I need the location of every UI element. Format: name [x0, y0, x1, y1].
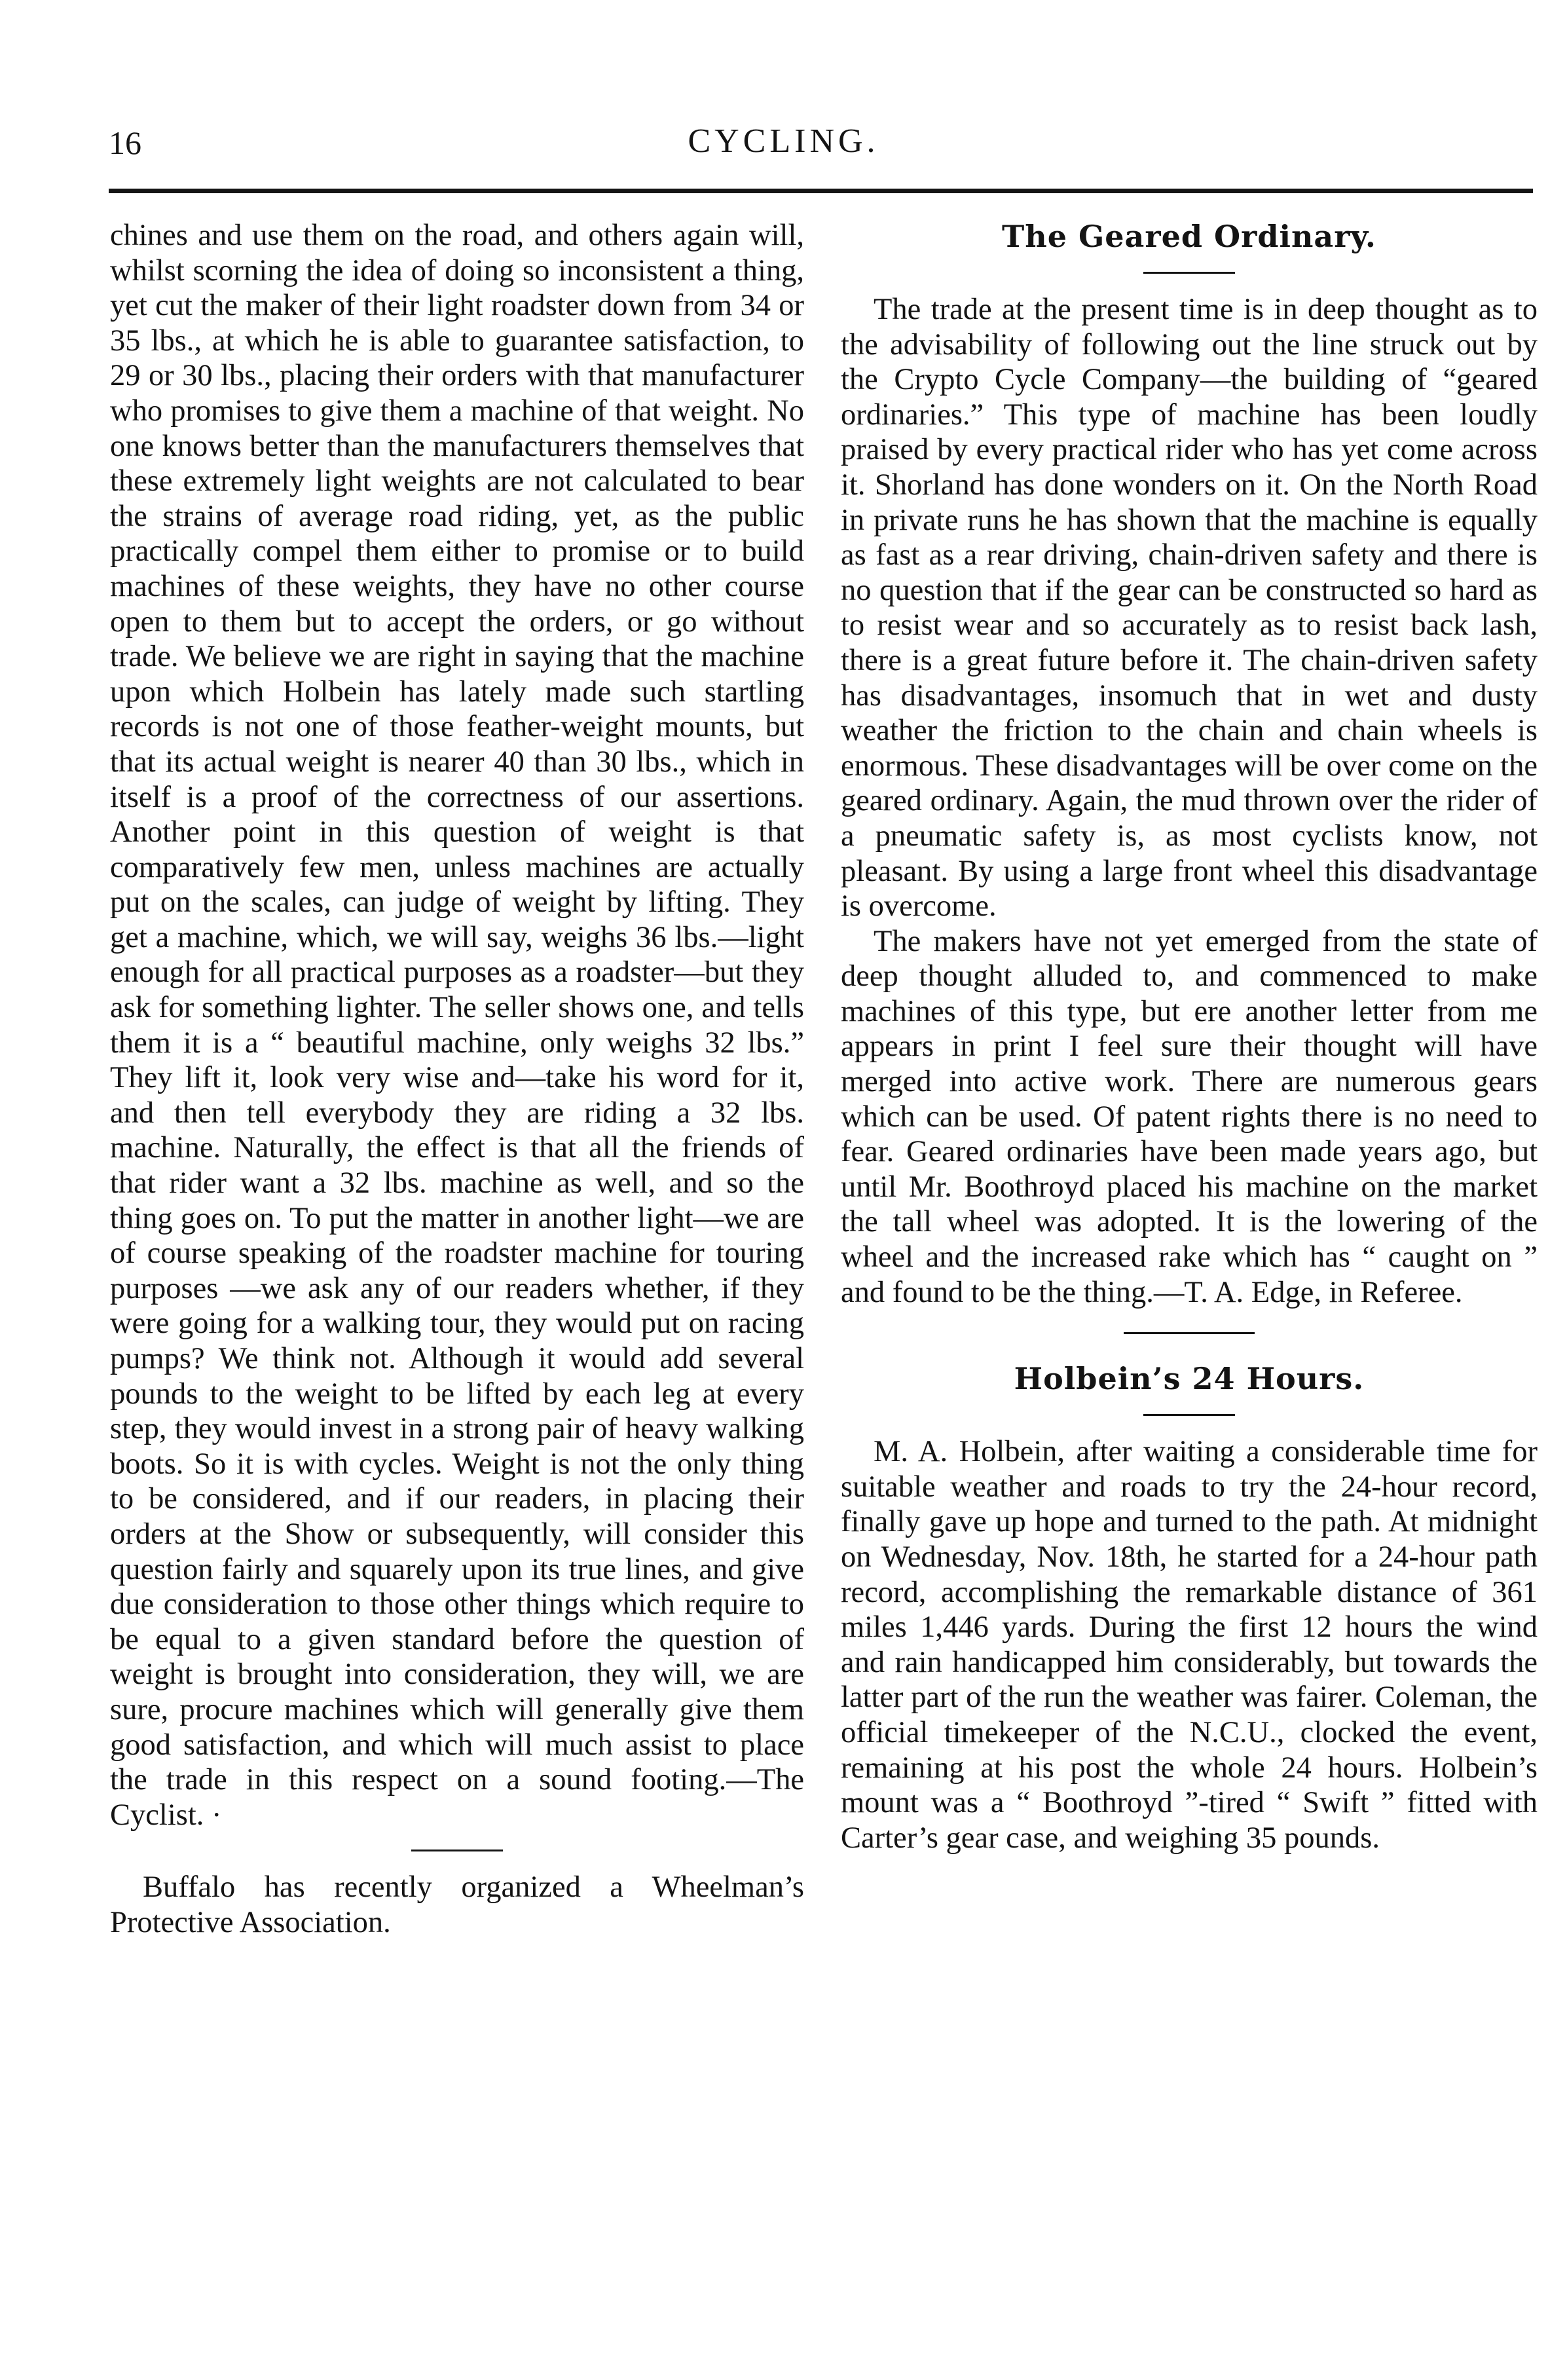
holbein-paragraph-1: M. A. Holbein, after waiting a considerable time for suitable weather and roads to try the 24-hour record, finally gave up hope and turned to the path. At midnight on Wednesday, Nov. 18th, he started for a 24-hour path record, accomplishing the remarkable distance of 361 miles 1,446 yards. During the first 12 hours the wind and rain handicapped him considerably, but towards the latter part of the run the weather was fairer. Coleman, the official timekeeper of the N.C.U., clocked the event, remaining at his post the whole 24 hours. Holbein’s mount was a “ Boothroyd ”-tired “ Swift ” fitted with Carter’s gear case, and weighing 35 pounds.	[841, 1435, 1538, 1855]
section-divider	[1124, 1332, 1255, 1334]
right-column	[841, 218, 1538, 1855]
geared-ordinary-title: The Geared Ordinary.	[1002, 219, 1376, 254]
left-column	[110, 218, 804, 1941]
holbein-title: Holbein’s 24 Hours.	[1014, 1361, 1365, 1397]
title-rule	[1143, 272, 1235, 274]
page-number: 16	[109, 124, 141, 161]
geared-ordinary-paragraph-2: The makers have not yet emerged from the state of deep thought alluded to, and commenced to make machines of this type, but ere another letter from me appears in print I feel sure their thought will have merged into active work. There are numerous gears which can be used. Of patent rights there is no need to fear. Geared ordinaries have been made years ago, but until Mr. Boothroyd placed his machine on the market the tall wheel was adopted. It is the lowering of the wheel and the increased rake which has “ caught on ” and found to be the thing.—T. A. Edge, in Referee.	[841, 924, 1538, 1309]
header-rule	[109, 189, 1533, 193]
buffalo-note-text: Buffalo has recently organized a Wheelman’s Protective Association.	[110, 1870, 804, 1939]
weight-article-text: chines and use them on the road, and others again will, whilst scorning the idea of doing so inconsistent a thing, yet cut the maker of their light roadster down from 34 or 35 lbs., at which he is able to guarantee satisfaction, to 29 or 30 lbs., placing their orders with that manufacturer who promises to give them a machine of that weight. No one knows better than the manufacturers themselves that these extremely light weights are not calculated to bear the strains of average road riding, yet, as the public practically compel them either to promise or to build machines of these weights, they have no other course open to them but to accept the orders, or go without trade. We believe we are right in saying that the machine upon which Holbein has lately made such startling records is not one of those feather-weight mounts, but that its actual weight is nearer 40 than 30 lbs., which in itself is a proof of the correctness of our assertions. Another point in this question of weight is that comparatively few men, unless machines are actually put on the scales, can judge of weight by lifting. They get a machine, which, we will say, weighs 36 lbs.—light enough for all practical purposes as a roadster—but they ask for something lighter. The seller shows one, and tells them it is a “ beautiful machine, only weighs 32 lbs.” They lift it, look very wise and—take his word for it, and then tell everybody they are riding a 32 lbs. machine. Naturally, the effect is that all the friends of that rider want a 32 lbs. machine as well, and so the thing goes on. To put the matter in another light—we are of course speaking of the roadster machine for touring purposes —we ask any of our readers whether, if they were going for a walking tour, they would put on racing pumps? We think not. Although it would add several pounds to the weight to be lifted by each leg at every step, they would invest in a strong pair of heavy walking boots. So it is with cycles. Weight is not the only thing to be considered, and if our readers, in placing their orders at the Show or subsequently, will consider this question fairly and squarely upon its true lines, and give due consideration to those other things which require to be equal to a given standard before the question of weight is brought into consideration, they will, we are sure, procure machines which will generally give them good satisfaction, and which will much assist to place the trade in this respect on a sound footing.—The Cyclist. ·	[110, 219, 804, 1832]
geared-ordinary-paragraph-1: The trade at the present time is in deep thought as to the advisability of following out the line struck out by the Crypto Cycle Company—the building of “geared ordinaries.” This type of machine has been loudly praised by every practical rider who has yet come across it. Shorland has done wonders on it. On the North Road in private runs he has shown that the machine is equally as fast as a rear driving, chain-driven safety and there is no question that if the gear can be constructed so hard as to resist wear and so accurately as to resist back lash, there is a great future before it. The chain-driven safety has disadvantages, insomuch that in wet and dusty weather the friction to the chain and chain wheels is enormous. These disadvantages will be over come on the geared ordinary. Again, the mud thrown over the rider of a pneumatic safety is, as most cyclists know, not pleasant. By using a large front wheel this disadvantage is overcome.	[841, 293, 1538, 923]
section-divider	[411, 1850, 503, 1851]
running-title: CYCLING.	[688, 122, 879, 160]
title-rule	[1143, 1414, 1235, 1416]
